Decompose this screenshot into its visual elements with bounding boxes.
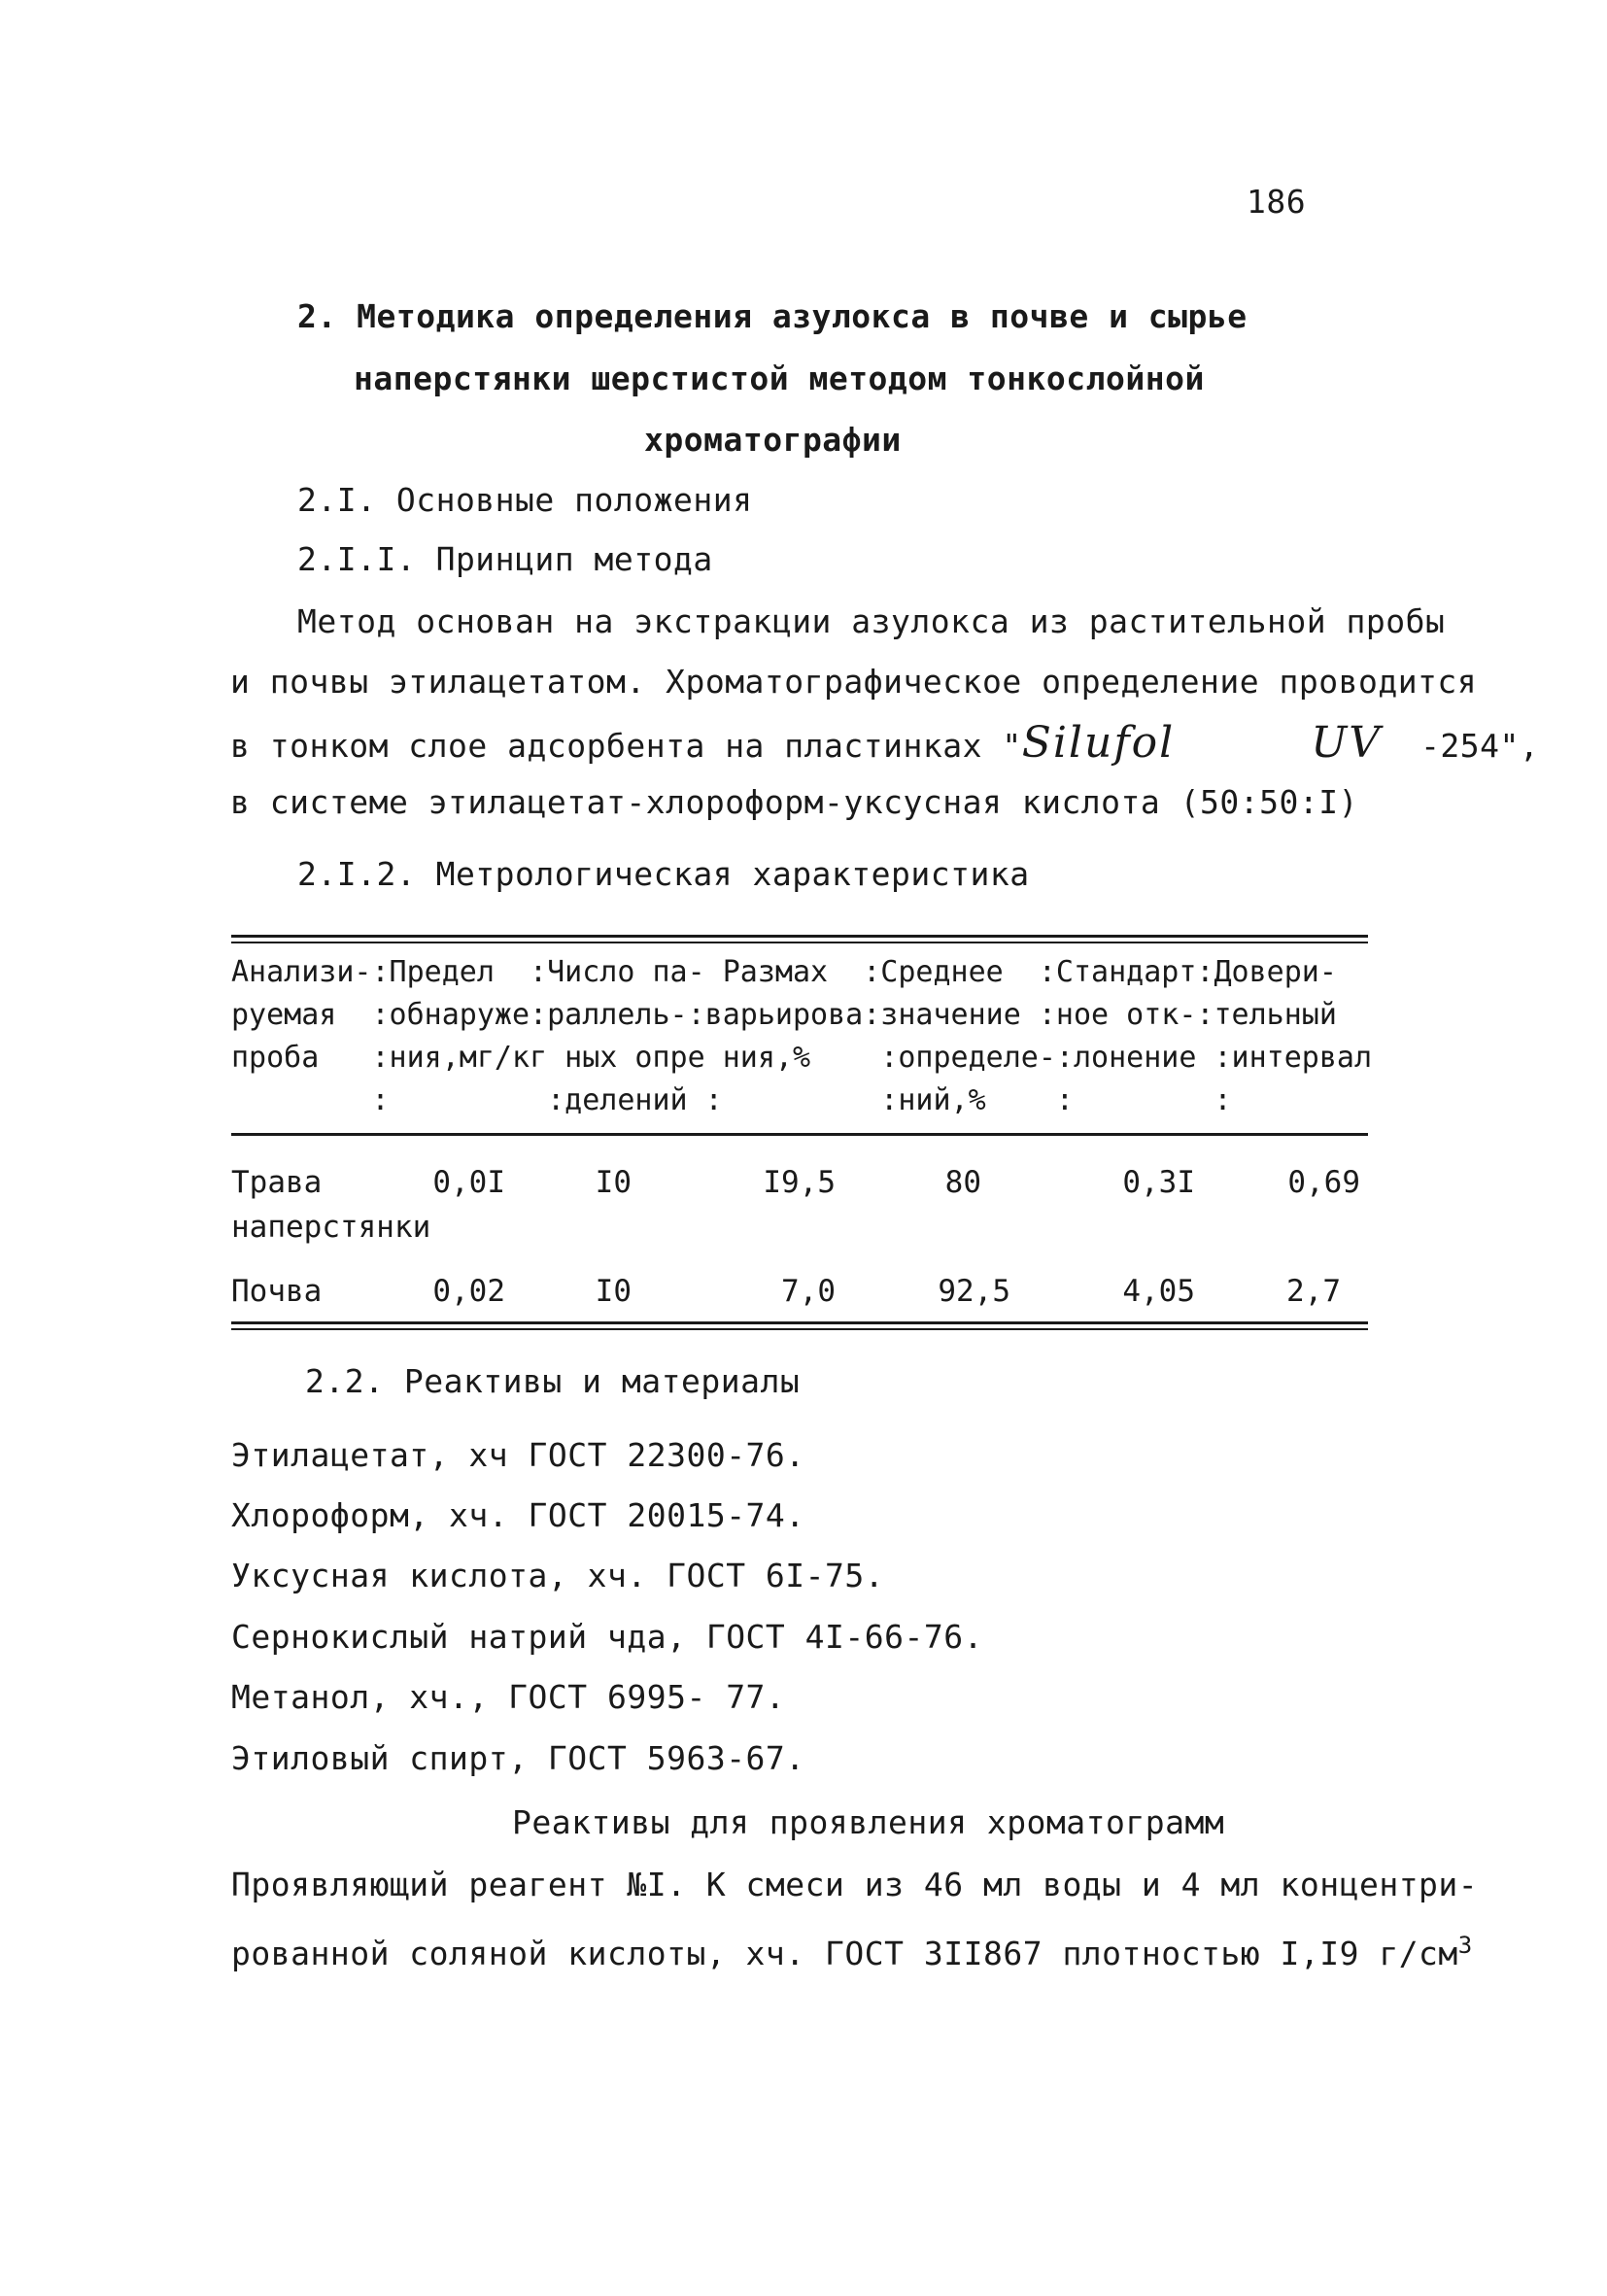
- subsection-heading-2-1: 2.I. Основные положения: [297, 481, 753, 519]
- cell-parallel-count: I0: [595, 1165, 632, 1200]
- cell-standard-deviation: 4,05: [1122, 1274, 1195, 1309]
- table-bottom-rule-2: [231, 1328, 1368, 1330]
- cubic-superscript: 3: [1457, 1932, 1473, 1959]
- cell-variation-range: I9,5: [763, 1165, 836, 1200]
- cell-sample: Почва: [231, 1274, 323, 1309]
- cell-sample-line-2: наперстянки: [231, 1210, 431, 1245]
- cell-mean-value: 80: [944, 1165, 981, 1200]
- cell-confidence-interval: 2,7: [1286, 1274, 1341, 1309]
- cell-detection-limit: 0,02: [432, 1274, 505, 1309]
- table-header-rule: [231, 1133, 1368, 1136]
- reagent-item: Сернокислый натрий чда, ГОСТ 4I-66-76.: [231, 1618, 983, 1656]
- reagent-item: Этилацетат, хч ГОСТ 22300-76.: [231, 1436, 805, 1474]
- cell-detection-limit: 0,0I: [432, 1165, 505, 1200]
- cell-mean-value: 92,5: [938, 1274, 1010, 1309]
- reagent-item: Метанол, хч., ГОСТ 6995- 77.: [231, 1678, 786, 1716]
- table-top-rule-2: [231, 942, 1368, 943]
- method-line-3-end: -254",: [1420, 727, 1540, 765]
- section-title-line-1: 2. Методика определения азулокса в почве и сырье: [297, 297, 1248, 335]
- handwritten-uv: UV: [1311, 718, 1383, 768]
- developing-reagents-heading: Реактивы для проявления хроматограмм: [512, 1803, 1225, 1841]
- subsection-heading-2-2: 2.2. Реактивы и материалы: [305, 1362, 801, 1400]
- table-header-row-2: руемая :обнаруже:раллель-:варьирова:значение :ное отк-:тельный: [231, 998, 1337, 1032]
- handwritten-silufol: Silufol: [1021, 718, 1176, 768]
- method-paragraph-line-2: и почвы этилацетатом. Хроматографическое определение проводится: [230, 663, 1478, 701]
- page-number: 186: [1247, 183, 1307, 221]
- reagent-item: Этиловый спирт, ГОСТ 5963-67.: [231, 1739, 805, 1777]
- cell-parallel-count: I0: [595, 1274, 632, 1309]
- table-header-row-3: проба :ния,мг/кг ных опре ния,% :определе-:лонение :интервал: [231, 1041, 1372, 1075]
- table-bottom-rule: [231, 1321, 1368, 1324]
- table-top-rule: [231, 935, 1368, 938]
- cell-confidence-interval: 0,69: [1287, 1165, 1360, 1200]
- cell-standard-deviation: 0,3I: [1122, 1165, 1195, 1200]
- developing-paragraph-line-2: [231, 1926, 1473, 1973]
- section-title-line-2: наперстянки шерстистой методом тонкослойной: [354, 360, 1205, 397]
- cell-sample: Трава: [231, 1165, 323, 1200]
- table-header-row-1: Анализи-:Предел :Число па- Размах :Среднее :Стандарт:Довери-: [231, 955, 1337, 989]
- reagent-item: Уксусная кислота, хч. ГОСТ 6I-75.: [231, 1557, 885, 1594]
- subsection-heading-2-1-1: 2.I.I. Принцип метода: [297, 540, 713, 578]
- section-title-line-3: хроматографии: [644, 421, 902, 459]
- method-paragraph-line-4: в системе этилацетат-хлороформ-уксусная кислота (50:50:I): [230, 783, 1358, 821]
- subsection-heading-2-1-2: 2.I.2. Метрологическая характеристика: [297, 855, 1030, 893]
- developing-line-2-text: рованной соляной кислоты, хч. ГОСТ 3II867 плотностью I,I9 г/см: [231, 1935, 1458, 1972]
- reagent-item: Хлороформ, хч. ГОСТ 20015-74.: [231, 1496, 805, 1534]
- method-paragraph-line-3: [230, 718, 1540, 768]
- developing-paragraph-line-1: Проявляющий реагент №I. К смеси из 46 мл воды и 4 мл концентри-: [231, 1866, 1479, 1903]
- method-paragraph-line-1: Метод основан на экстракции азулокса из растительной пробы: [297, 602, 1446, 640]
- table-header-row-4: : :делений : :ний,% : :: [231, 1083, 1232, 1117]
- method-line-3-text: в тонком слое адсорбента на пластинках ": [230, 727, 1022, 765]
- cell-variation-range: 7,0: [781, 1274, 836, 1309]
